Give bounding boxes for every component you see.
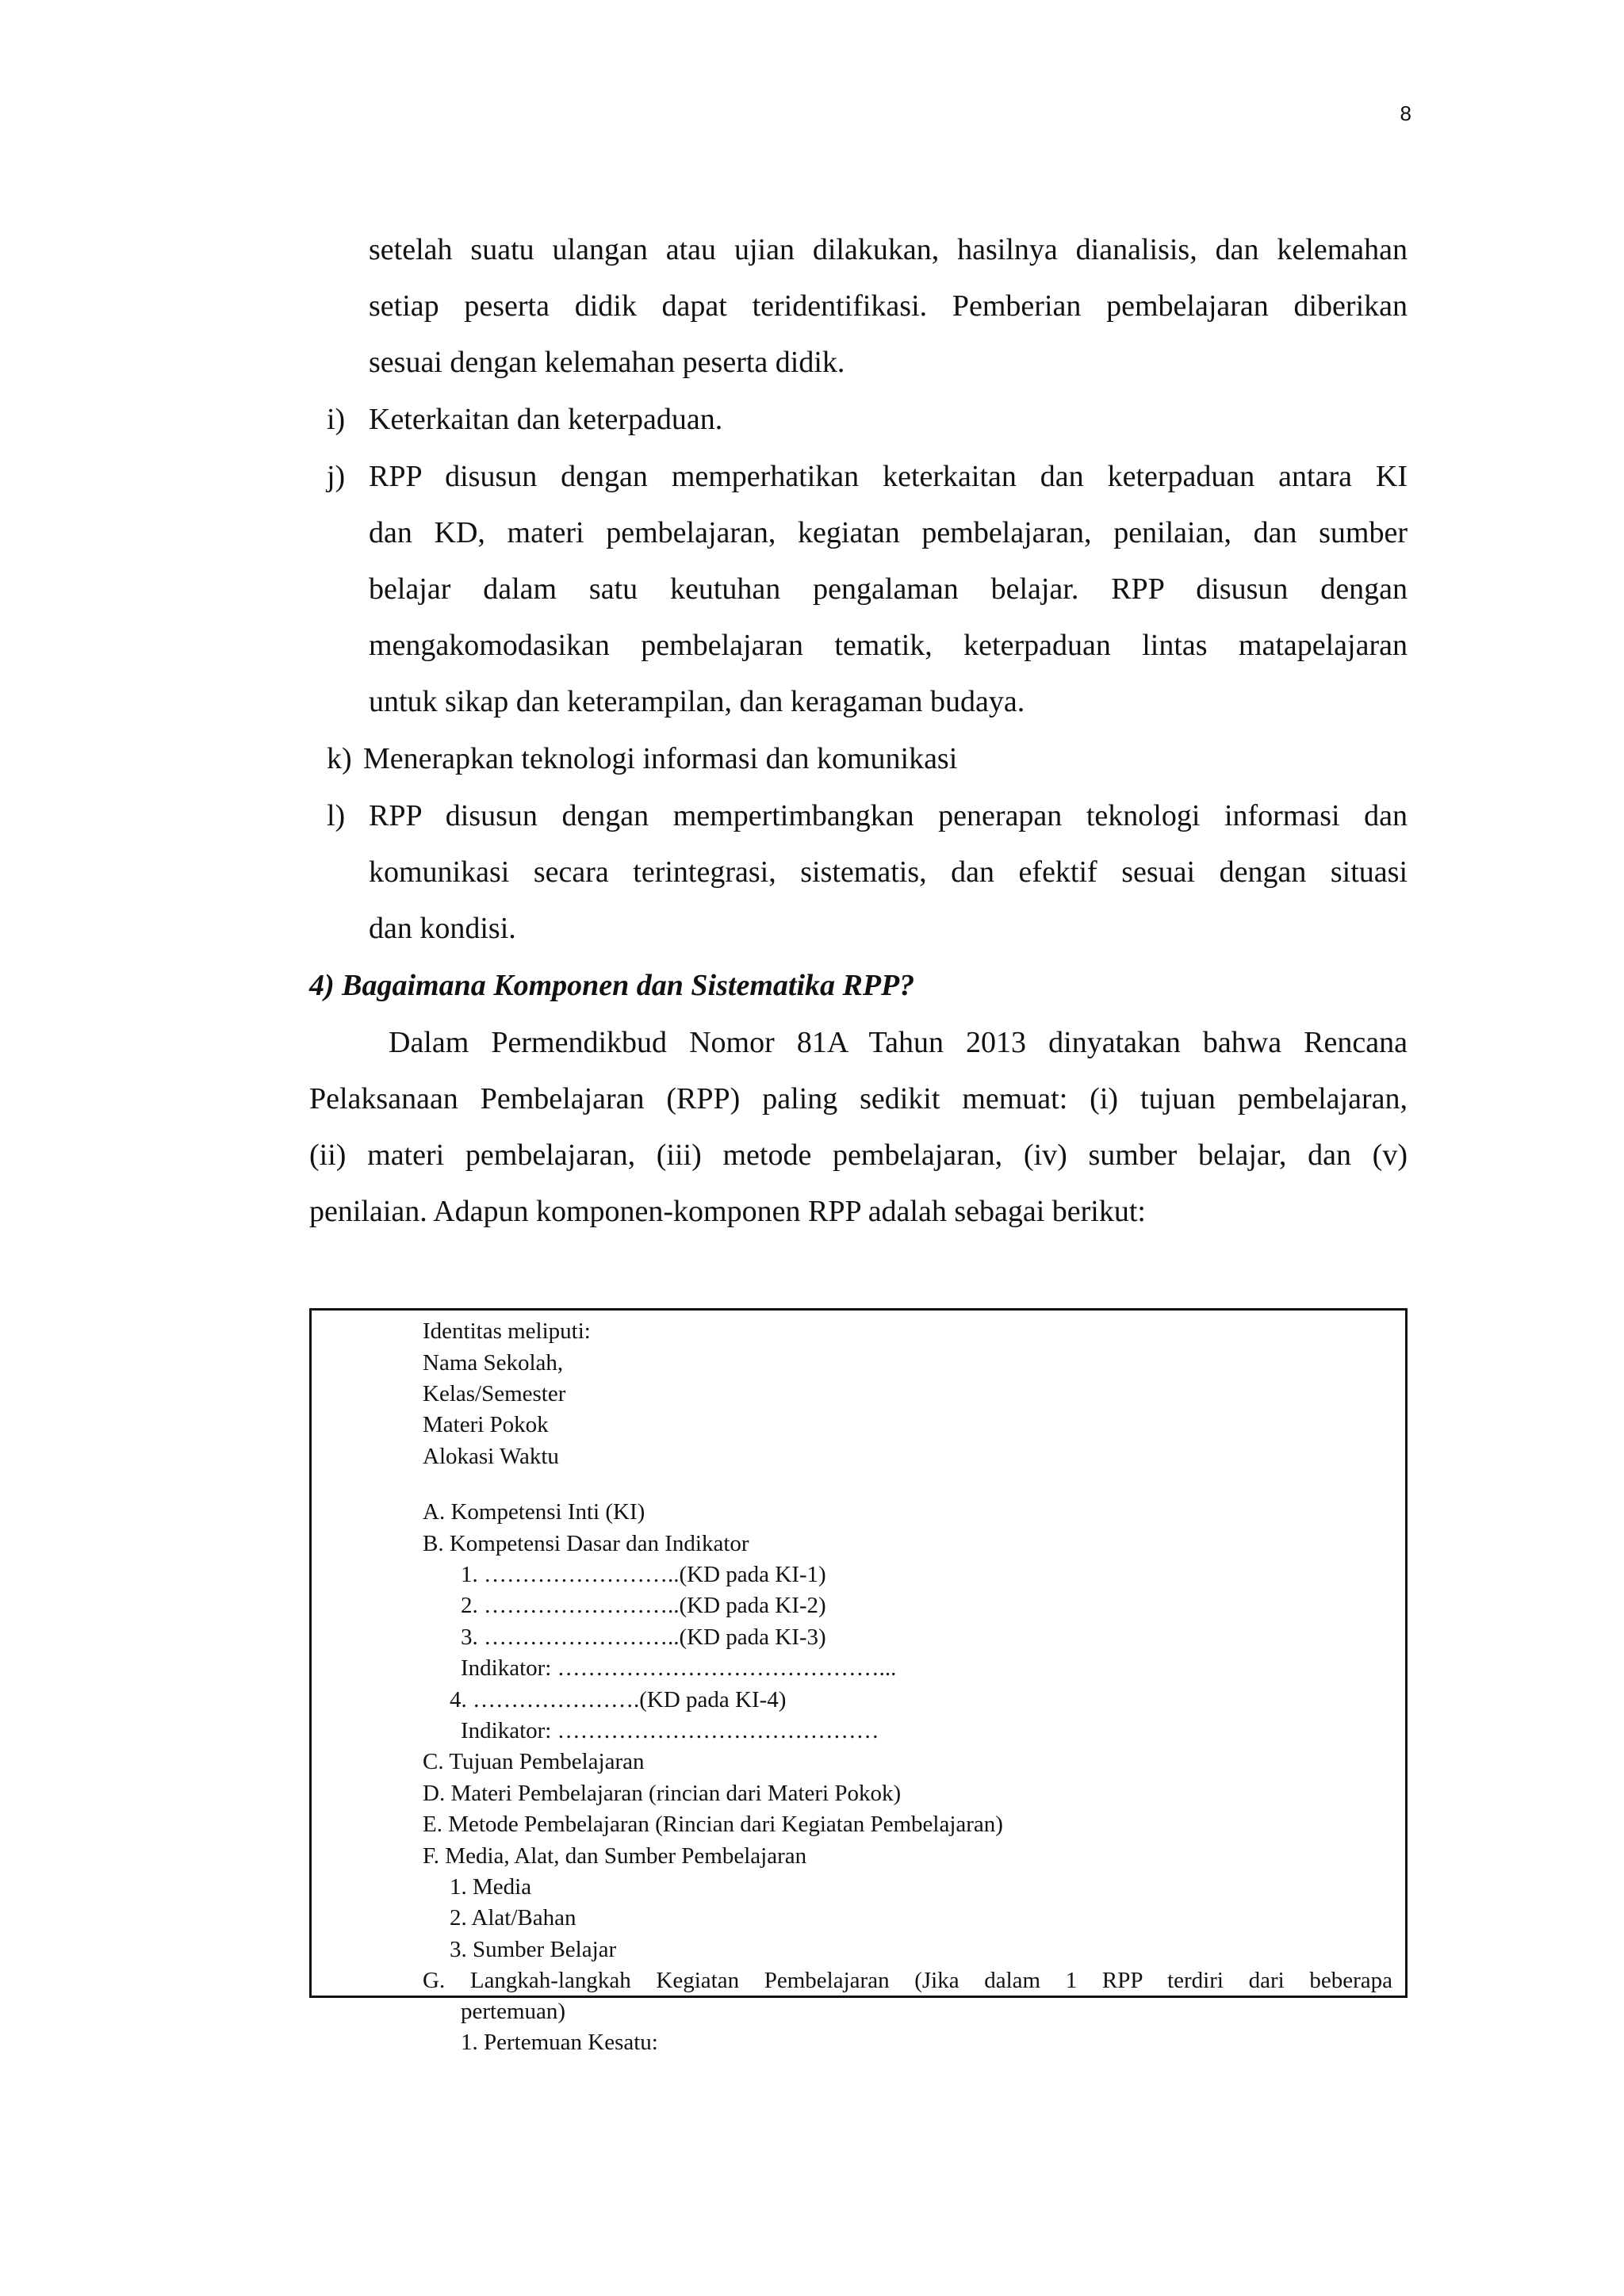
box-line: 4. ………………….(KD pada KI-4) xyxy=(450,1687,787,1712)
box-line: 3. ……………………..(KD pada KI-3) xyxy=(461,1624,826,1650)
box-line: 1. ……………………..(KD pada KI-1) xyxy=(461,1562,826,1587)
box-line: Indikator: …………………………………… xyxy=(461,1718,879,1743)
box-line: F. Media, Alat, dan Sumber Pembelajaran xyxy=(423,1843,807,1869)
box-line: 2. ……………………..(KD pada KI-2) xyxy=(461,1593,826,1618)
box-line: Identitas meliputi: xyxy=(423,1318,591,1344)
list-item-line: dan KD, materi pembelajaran, kegiatan pembelajaran, penilaian, dan sumber xyxy=(369,516,1408,549)
list-item-text: Menerapkan teknologi informasi dan komunikasi xyxy=(363,742,958,775)
box-line: pertemuan) xyxy=(461,1999,566,2024)
box-line: D. Materi Pembelajaran (rincian dari Materi Pokok) xyxy=(423,1781,902,1806)
paragraph-line: penilaian. Adapun komponen-komponen RPP adalah sebagai berikut: xyxy=(309,1195,1146,1228)
list-marker: k) xyxy=(327,742,352,775)
page-number: 8 xyxy=(1400,101,1411,125)
list-item-line: RPP disusun dengan memperhatikan keterkaitan dan keterpaduan antara KI xyxy=(369,460,1408,493)
list-item-text: Keterkaitan dan keterpaduan. xyxy=(369,403,723,436)
list-item-line: belajar dalam satu keutuhan pengalaman belajar. RPP disusun dengan xyxy=(369,572,1408,606)
list-marker: l) xyxy=(327,799,346,832)
box-line: Kelas/Semester xyxy=(423,1381,566,1406)
list-marker: j) xyxy=(327,460,346,493)
rpp-components-box xyxy=(309,1308,1408,2055)
list-marker: i) xyxy=(327,403,346,436)
paragraph-line: setelah suatu ulangan atau ujian dilakukan, hasilnya dianalisis, dan kelemahan xyxy=(369,233,1408,266)
paragraph-line: setiap peserta didik dapat teridentifikasi. Pemberian pembelajaran diberikan xyxy=(369,289,1408,323)
list-item-line: dan kondisi. xyxy=(369,912,516,945)
paragraph-line: Pelaksanaan Pembelajaran (RPP) paling sedikit memuat: (i) tujuan pembelajaran, xyxy=(309,1082,1408,1115)
section-heading: 4) Bagaimana Komponen dan Sistematika RPP? xyxy=(309,969,915,1002)
box-line: Materi Pokok xyxy=(423,1412,549,1437)
box-line: 1. Media xyxy=(450,1874,532,1900)
list-item-line: RPP disusun dengan mempertimbangkan penerapan teknologi informasi dan xyxy=(369,799,1408,832)
box-line: 1. Pertemuan Kesatu: xyxy=(461,2030,658,2055)
box-line: A. Kompetensi Inti (KI) xyxy=(423,1499,645,1525)
box-line: G. Langkah-langkah Kegiatan Pembelajaran (Jika dalam 1 RPP terdiri dari beberapa xyxy=(423,1968,1392,1993)
paragraph-line: (ii) materi pembelajaran, (iii) metode pembelajaran, (iv) sumber belajar, dan (v) xyxy=(309,1138,1408,1172)
list-item-line: untuk sikap dan keterampilan, dan keragaman budaya. xyxy=(369,685,1025,718)
box-line: 2. Alat/Bahan xyxy=(450,1905,576,1931)
box-line: Nama Sekolah, xyxy=(423,1350,564,1376)
box-line: Alokasi Waktu xyxy=(423,1444,559,1469)
list-item-line: komunikasi secara terintegrasi, sistematis, dan efektif sesuai dengan situasi xyxy=(369,855,1408,889)
list-item-line: mengakomodasikan pembelajaran tematik, keterpaduan lintas matapelajaran xyxy=(369,629,1408,662)
box-line: B. Kompetensi Dasar dan Indikator xyxy=(423,1531,749,1556)
box-line: Indikator: ……………………………………... xyxy=(461,1655,897,1681)
box-line: E. Metode Pembelajaran (Rincian dari Kegiatan Pembelajaran) xyxy=(423,1812,1003,1837)
box-line: 3. Sumber Belajar xyxy=(450,1937,617,1962)
paragraph-line: Dalam Permendikbud Nomor 81A Tahun 2013 dinyatakan bahwa Rencana xyxy=(389,1026,1408,1059)
paragraph-line: sesuai dengan kelemahan peserta didik. xyxy=(369,346,845,379)
box-line: C. Tujuan Pembelajaran xyxy=(423,1749,645,1774)
